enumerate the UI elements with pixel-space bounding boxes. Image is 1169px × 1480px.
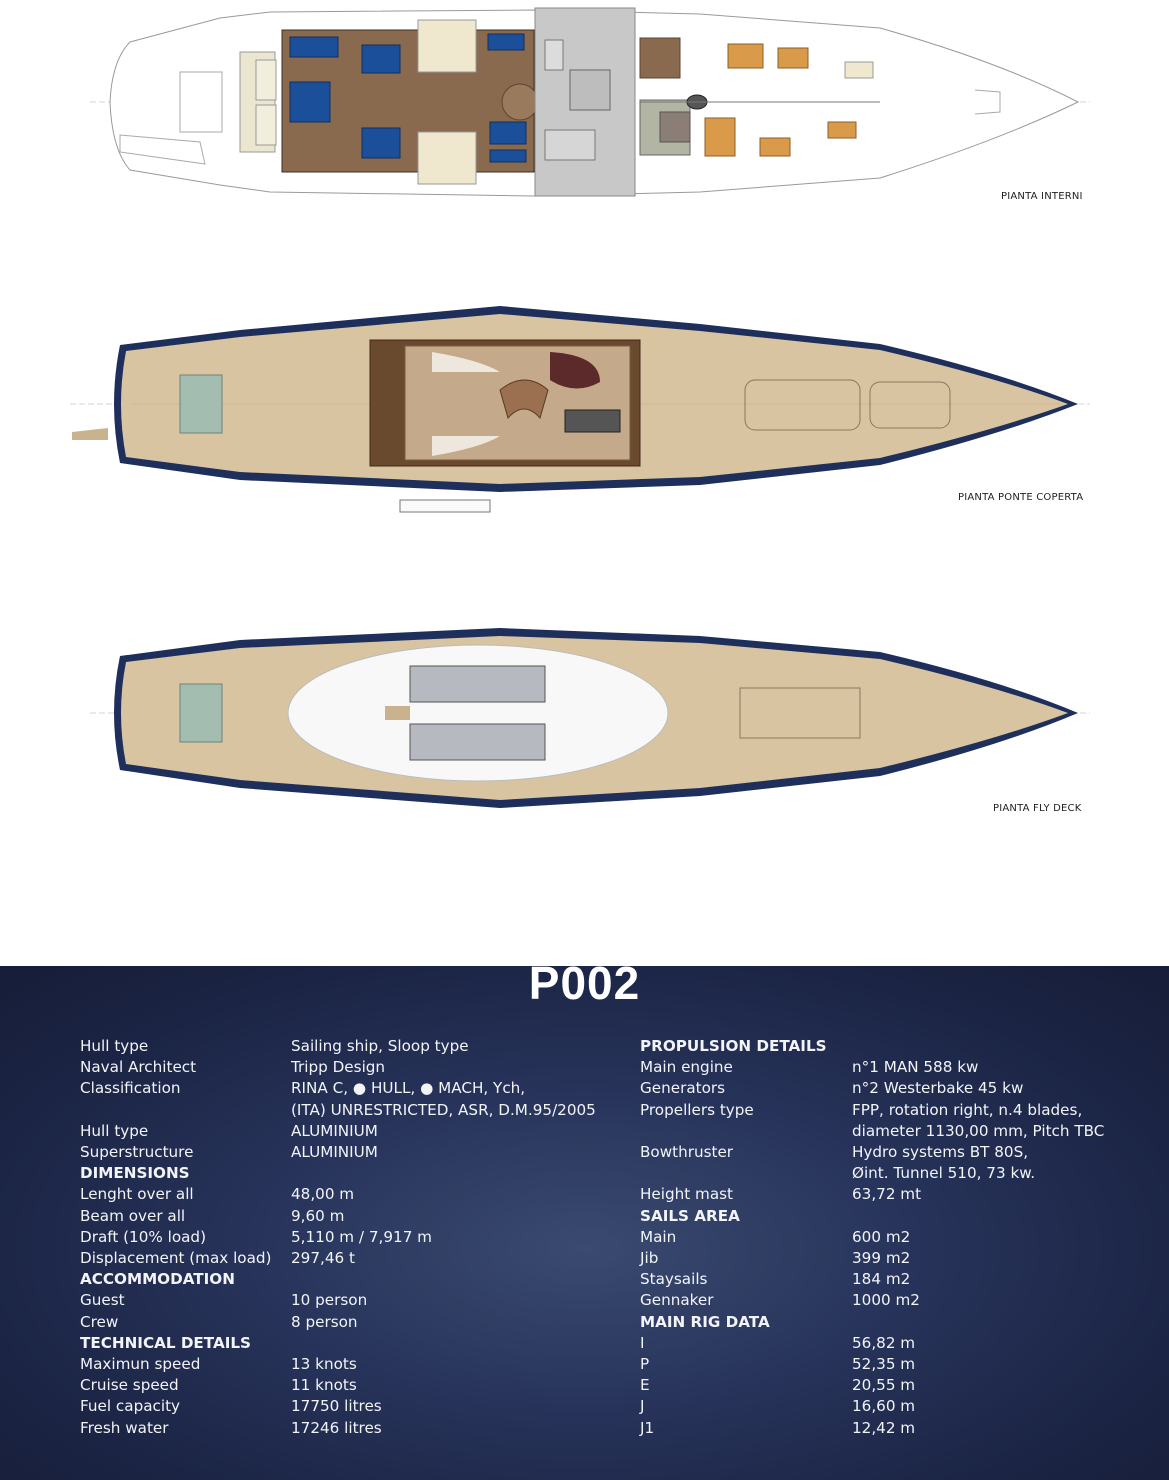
spec-label: Main [640,1227,677,1246]
spec-section-heading: ACCOMMODATION [80,1270,235,1289]
spec-label: Hull type [80,1037,149,1055]
spec-value: 184 m2 [852,1270,911,1289]
spec-value: RINA C, ● HULL, ● MACH, Ych, [291,1079,526,1098]
plan-label-main-deck: PIANTA PONTE COPERTA [958,492,1084,503]
spec-section-heading: TECHNICAL DETAILS [80,1333,251,1352]
spec-value: 10 person [291,1291,368,1310]
plan-label-fly-deck: PIANTA FLY DECK [993,803,1082,814]
spec-value: n°2 Westerbake 45 kw [852,1079,1024,1098]
main-deck-plan-drawing [0,300,1169,520]
spec-value: 11 knots [291,1376,357,1395]
interior-plan-drawing [0,0,1169,210]
spec-section-heading: DIMENSIONS [80,1164,190,1183]
spec-label: Jib [640,1249,659,1267]
spec-value: Øint. Tunnel 510, 73 kw. [852,1164,1036,1183]
spec-value: n°1 MAN 588 kw [852,1058,979,1077]
spec-label: Maximun speed [80,1355,201,1373]
spec-section-heading: MAIN RIG DATA [640,1312,770,1331]
spec-value: 20,55 m [852,1376,916,1395]
spec-label: I [640,1333,645,1352]
spec-label: Main engine [640,1058,733,1077]
spec-label: J [640,1397,645,1416]
spec-value: 13 knots [291,1355,357,1373]
spec-section-heading: SAILS AREA [640,1206,740,1225]
spec-value: 8 person [291,1312,358,1331]
spec-section-heading: PROPULSION DETAILS [640,1037,827,1055]
spec-value: 48,00 m [291,1185,355,1204]
spec-value: diameter 1130,00 mm, Pitch TBC [852,1121,1105,1140]
spec-label: Generators [640,1079,726,1098]
spec-value: Hydro systems BT 80S, [852,1143,1029,1161]
spec-label: Cruise speed [80,1376,179,1395]
spec-label: P [640,1355,650,1373]
yacht-model-title: P002 [528,966,641,1009]
spec-label: Lenght over all [80,1185,194,1204]
spec-label: Gennaker [640,1291,714,1310]
spec-label: Hull type [80,1121,149,1140]
spec-label: Displacement (max load) [80,1249,272,1267]
spec-label: Bowthruster [640,1143,734,1161]
spec-value: 56,82 m [852,1333,916,1352]
spec-value: ALUMINIUM [291,1121,378,1140]
spec-label: Beam over all [80,1206,186,1225]
spec-label: E [640,1376,650,1395]
spec-value: ALUMINIUM [291,1143,378,1161]
spec-label: J1 [640,1418,655,1437]
spec-value: 52,35 m [852,1355,916,1373]
spec-label: Guest [80,1291,125,1310]
plan-label-interior: PIANTA INTERNI [1001,191,1083,202]
spec-label: Crew [80,1312,119,1331]
spec-value: Tripp Design [291,1058,386,1077]
spec-value: 16,60 m [852,1397,916,1416]
spec-value: FPP, rotation right, n.4 blades, [852,1100,1083,1119]
spec-label: Fresh water [80,1418,169,1437]
spec-value: 1000 m2 [852,1291,920,1310]
spec-value: 600 m2 [852,1227,911,1246]
spec-label: Height mast [640,1185,734,1204]
fly-deck-plan-drawing [0,618,1169,818]
spec-label: Naval Architect [80,1058,197,1077]
spec-label: Draft (10% load) [80,1227,207,1246]
spec-value: 17246 litres [291,1418,382,1437]
spec-value: (ITA) UNRESTRICTED, ASR, D.M.95/2005 [291,1100,596,1119]
specifications-panel [0,966,1169,1480]
spec-value: 297,46 t [291,1249,355,1267]
spec-label: Classification [80,1079,181,1098]
spec-value: 399 m2 [852,1249,911,1267]
spec-value: 5,110 m / 7,917 m [291,1227,432,1246]
spec-label: Staysails [640,1270,708,1289]
spec-value: 12,42 m [852,1418,916,1437]
spec-label: Fuel capacity [80,1397,181,1416]
spec-label: Superstructure [80,1143,194,1161]
spec-label: Propellers type [640,1100,754,1119]
spec-value: 17750 litres [291,1397,382,1416]
spec-value: 9,60 m [291,1206,345,1225]
spec-value: Sailing ship, Sloop type [291,1037,469,1055]
spec-value: 63,72 mt [852,1185,922,1204]
